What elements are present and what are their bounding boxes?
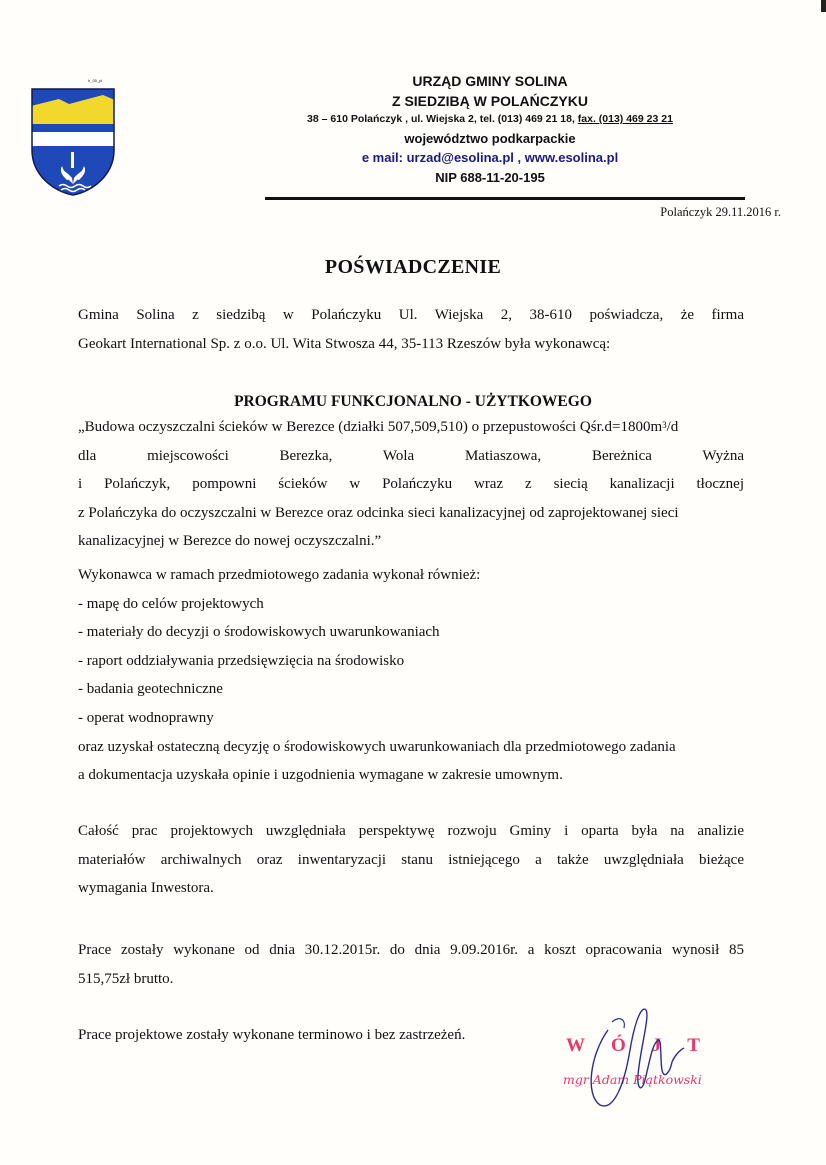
list-item: - materiały do decyzji o środowiskowych uwarunkowaniach <box>78 624 440 641</box>
crest-code: h_05_pl <box>88 78 103 83</box>
program-line-1 <box>78 413 744 442</box>
handwritten-signature <box>580 1000 700 1110</box>
coat-of-arms-icon <box>31 88 115 196</box>
date-line: Polańczyk 29.11.2016 r. <box>660 205 781 219</box>
superscript: 3 <box>662 420 667 430</box>
additional-work <box>78 561 744 790</box>
scope-line-3: wymagania Inwestora. <box>78 880 214 897</box>
scan-edge-mark <box>821 0 826 12</box>
final-line: Prace projektowe zostały wykonane terminowo i bez zastrzeżeń. <box>78 1027 466 1043</box>
cost-line-1: Prace zostały wykonane od dnia 30.12.2015r. do dnia 9.09.2016r. a koszt opracowania wynosił 85 <box>78 942 744 958</box>
list-item: - operat wodnoprawny <box>78 709 214 726</box>
program-line-4: z Polańczyka do oczyszczalni w Berezce oraz odcinka sieci kanalizacyjnej od zaprojektowanej sieci <box>78 504 679 521</box>
document-title: POŚWIADCZENIE <box>324 256 502 278</box>
list-item: - mapę do celów projektowych <box>78 595 264 612</box>
intro-paragraph <box>78 301 744 358</box>
scope-line-2: materiałów archiwalnych oraz inwentaryzacji stanu istniejącego a także uwzględniała bieżące <box>78 851 744 868</box>
also-closing-1: oraz uzyskał ostateczną decyzję o środowiskowych uwarunkowaniach dla przedmiotowego zadania <box>78 738 676 755</box>
program-line-5: kanalizacyjnej w Berezce do nowej oczyszczalni.” <box>78 533 382 550</box>
address-text: 38 – 610 Polańczyk , ul. Wiejska 2, tel. (013) 469 21 18, <box>307 113 578 125</box>
office-address <box>240 113 740 125</box>
program-line-1-unit: /d <box>666 419 679 435</box>
program-line-1-text: „Budowa oczyszczalni ścieków w Berezce (działki 507,509,510) o przepustowości Qśr.d=1800m <box>78 419 663 435</box>
cost-line-2: 515,75zł brutto. <box>78 970 174 987</box>
also-closing-2: a dokumentacja uzyskała opinie i uzgodnienia wymagane w zakresie umownym. <box>78 767 563 784</box>
stamp-name: mgr Adam Piątkowski <box>563 1072 702 1087</box>
program-heading: PROGRAMU FUNKCJONALNO - UŻYTKOWEGO <box>234 393 592 410</box>
list-item: - raport oddziaływania przedsięwzięcia na środowisko <box>78 652 405 669</box>
contact-line: e mail: urzad@esolina.pl , www.esolina.pl <box>361 150 619 165</box>
scope-line-1: Całość prac projektowych uwzględniała perspektywę rozwoju Gminy i oparta była na analizie <box>78 823 744 839</box>
office-name: URZĄD GMINY SOLINA <box>412 73 568 89</box>
list-item: - badania geotechniczne <box>78 681 223 698</box>
office-seat: Z SIEDZIBĄ W POLAŃCZYKU <box>392 93 588 109</box>
also-intro: Wykonawca w ramach przedmiotowego zadania wykonał również: <box>78 567 481 583</box>
nip-number: NIP 688-11-20-195 <box>435 170 545 185</box>
stamp-role: WÓJT <box>566 1035 726 1056</box>
program-line-2: dla miejscowości Berezka, Wola Matiaszowa, Bereżnica Wyżna <box>78 447 744 464</box>
program-line-3: i Polańczyk, pompowni ścieków w Polańczyku wraz z siecią kanalizacji tłocznej <box>78 476 744 493</box>
fax-number: fax. (013) 469 23 21 <box>577 113 673 125</box>
intro-line-2: Geokart International Sp. z o.o. Ul. Wita Stwosza 44, 35-113 Rzeszów była wykonawcą: <box>78 335 611 352</box>
scope-paragraph <box>78 817 744 903</box>
program-description <box>78 413 744 556</box>
header-divider <box>265 197 745 200</box>
cost-paragraph <box>78 936 744 993</box>
voivodeship: województwo podkarpackie <box>404 131 576 146</box>
intro-line-1: Gmina Solina z siedzibą w Polańczyku Ul. Wiejska 2, 38-610 poświadcza, że firma <box>78 307 744 323</box>
